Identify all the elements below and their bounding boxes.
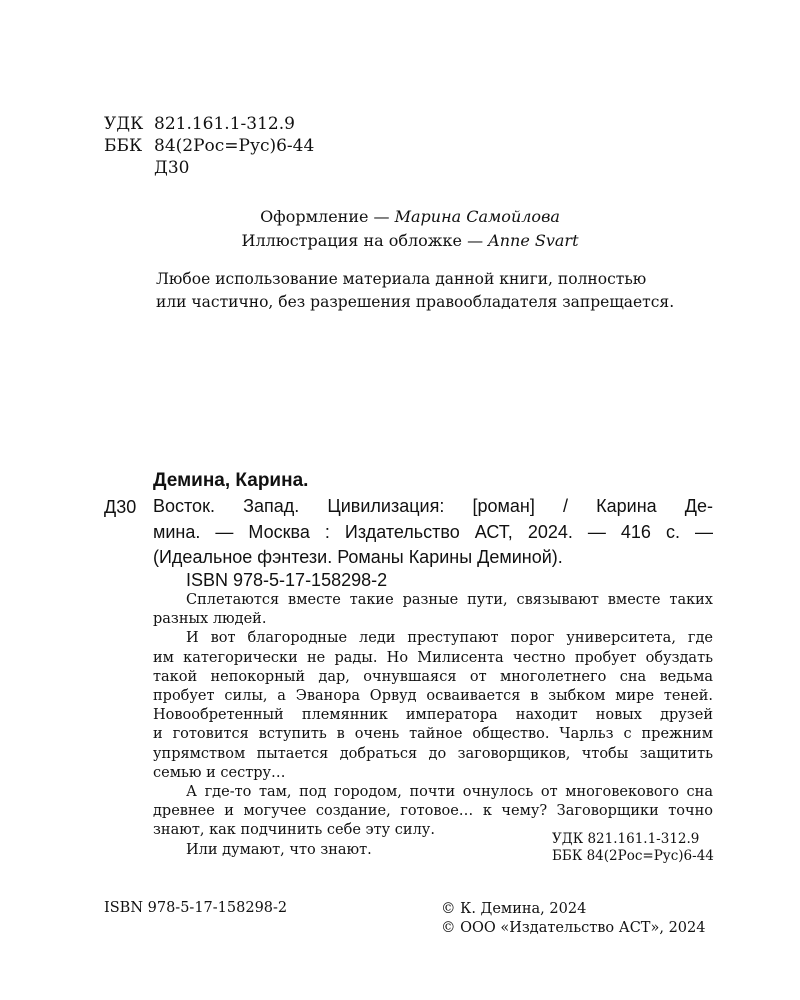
small-udc: УДК 821.161.1-312.9: [552, 831, 700, 847]
annotation-line: разных людей.: [153, 611, 267, 628]
copyright-author: © К. Демина, 2024: [441, 901, 587, 917]
annotation-line: знают, как подчинить себе эту силу.: [153, 822, 435, 839]
bbk-value: 84(2Рос=Рус)6-44: [154, 136, 315, 156]
annotation-line: упрямством пытается добраться до заговорщиков, чтобы защитить: [153, 745, 713, 762]
footer-copyright: [441, 900, 705, 938]
udc-label: УДК: [104, 114, 144, 134]
cover-name: Anne Svart: [488, 231, 579, 250]
author-mark: Д30: [154, 158, 190, 178]
design-label: Оформление —: [260, 207, 395, 226]
udc-value: 821.161.1-312.9: [154, 114, 295, 134]
udc-line: [104, 113, 314, 135]
copyright-line: или частично, без разрешения правообладателя запрещается.: [156, 293, 675, 311]
annotation-line: Сплетаются вместе такие разные пути, связывают вместе таких: [186, 592, 713, 608]
cover-credit: [150, 229, 670, 253]
bbk-label: ББК: [104, 136, 143, 156]
copyright-notice: [156, 268, 674, 314]
author-mark-side: Д30: [104, 497, 137, 517]
annotation-line: Новообретенный племянник императора находит новых друзей: [153, 707, 713, 724]
title-line: Восток. Запад. Цивилизация: [роман] / Карина Де-: [153, 496, 713, 516]
annotation-line: и готовится вступить в очень тайное общество. Чарльз с прежним: [153, 726, 713, 743]
title-block: [153, 494, 713, 571]
design-name: Марина Самойлова: [394, 207, 560, 226]
small-bbk: ББК 84(2Рос=Рус)6-44: [552, 848, 714, 864]
title-line: (Идеальное фэнтези. Романы Карины Деминой).: [153, 547, 563, 567]
author-mark-line: [104, 157, 314, 179]
annotation-line: им категорически не рады. Но Милисента честно пробует обуздать: [153, 649, 713, 666]
annotation-line: А где-то там, под городом, почти очнулось от многовекового сна: [186, 784, 713, 801]
annotation: [153, 591, 713, 860]
bbk-line: [104, 135, 314, 157]
footer-isbn: ISBN 978-5-17-158298-2: [104, 900, 288, 916]
author-heading: Демина, Карина.: [153, 470, 309, 491]
title-line: мина. — Москва : Издательство АСТ, 2024. — 416 с. —: [153, 521, 713, 542]
small-classification: [552, 831, 714, 865]
isbn-main: ISBN 978-5-17-158298-2: [186, 570, 388, 590]
copyright-line: Любое использование материала данной книги, полностью: [156, 270, 647, 288]
annotation-line: пробует силы, а Эванора Орвуд осваивается в зыбком мире теней.: [153, 688, 713, 705]
annotation-line: такой непокорный дар, очнувшаяся от многолетнего сна ведьма: [153, 668, 713, 685]
credits-block: [150, 205, 670, 253]
copyright-publisher: © ООО «Издательство АСТ», 2024: [441, 920, 706, 936]
design-credit: [150, 205, 670, 229]
annotation-line: семью и сестру…: [153, 764, 286, 781]
annotation-line: древнее и могучее создание, готовое… к чему? Заговорщики точно: [153, 803, 713, 820]
classification-block: [104, 113, 314, 179]
cover-label: Иллюстрация на обложке —: [241, 231, 489, 250]
annotation-line: Или думают, что знают.: [186, 841, 372, 858]
annotation-line: И вот благородные леди преступают порог университета, где: [186, 630, 713, 647]
